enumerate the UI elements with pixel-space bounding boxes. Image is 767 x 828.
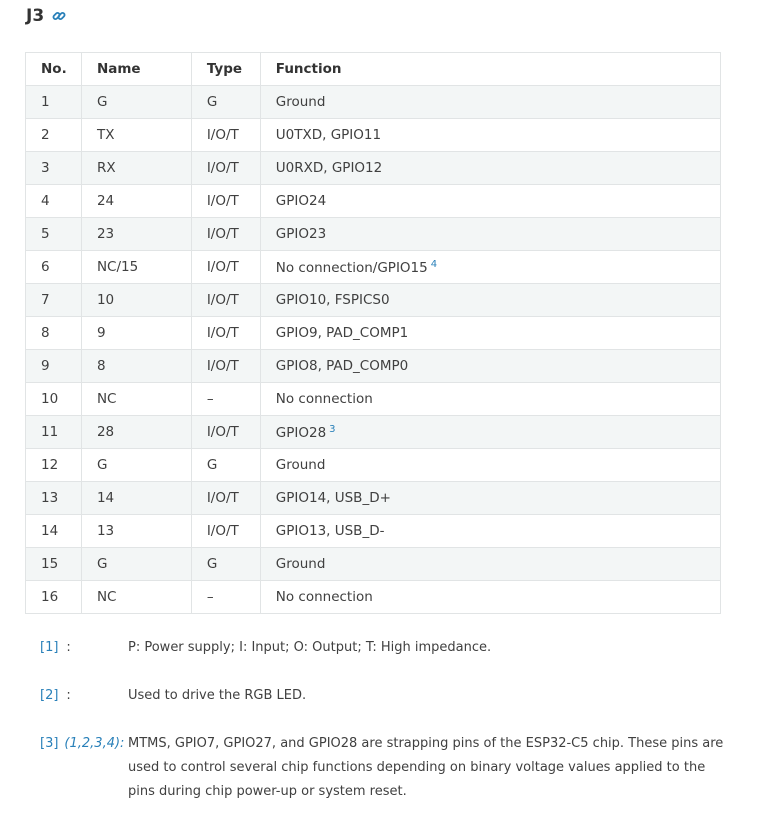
function-text: U0TXD, GPIO11 <box>275 127 382 143</box>
cell-type: I/O/T <box>191 482 260 515</box>
footnote-text: MTMS, GPIO7, GPIO27, and GPIO28 are strapping pins of the ESP32-C5 chip. These pins are used to control several chip functions depending on binary voltage values applied to the pins during chip power-up or system reset. <box>128 736 724 799</box>
cell-type: I/O/T <box>191 515 260 548</box>
cell-name: G <box>81 86 191 119</box>
cell-name: G <box>81 548 191 581</box>
table-row <box>26 482 721 515</box>
cell-no: 8 <box>26 317 82 350</box>
section-title: J3 <box>26 6 45 26</box>
footnote-backrefs[interactable]: (1,2,3,4): <box>64 736 125 751</box>
cell-function <box>260 548 720 581</box>
table-header-row <box>26 53 721 86</box>
cell-no: 7 <box>26 284 82 317</box>
cell-name: 9 <box>81 317 191 350</box>
cell-no: 12 <box>26 449 82 482</box>
table-row <box>26 317 721 350</box>
cell-function <box>260 218 720 251</box>
cell-type: G <box>191 548 260 581</box>
footnote-label[interactable]: [1] <box>40 640 59 655</box>
cell-function <box>260 350 720 383</box>
function-text: No connection <box>275 391 373 407</box>
footnote-ref <box>40 684 128 708</box>
permalink-icon[interactable] <box>52 9 66 23</box>
table-row <box>26 152 721 185</box>
cell-name: TX <box>81 119 191 152</box>
cell-type: I/O/T <box>191 251 260 284</box>
header-name: Name <box>81 53 191 86</box>
cell-no: 3 <box>26 152 82 185</box>
cell-name: 10 <box>81 284 191 317</box>
cell-no: 4 <box>26 185 82 218</box>
cell-no: 1 <box>26 86 82 119</box>
function-text: GPIO28 <box>275 424 327 441</box>
cell-type: – <box>191 581 260 614</box>
function-text: Ground <box>275 94 326 110</box>
table-row <box>26 86 721 119</box>
table-row <box>26 581 721 614</box>
cell-no: 11 <box>26 416 82 449</box>
header-function: Function <box>260 53 720 86</box>
cell-no: 13 <box>26 482 82 515</box>
table-row <box>26 416 721 449</box>
footnote-ref <box>40 636 128 660</box>
cell-no: 6 <box>26 251 82 284</box>
cell-type: I/O/T <box>191 350 260 383</box>
cell-no: 14 <box>26 515 82 548</box>
footnote-text: Used to drive the RGB LED. <box>128 688 307 703</box>
cell-name: 13 <box>81 515 191 548</box>
function-text: U0RXD, GPIO12 <box>275 160 383 176</box>
cell-function <box>260 317 720 350</box>
table-row <box>26 251 721 284</box>
table-row <box>26 119 721 152</box>
cell-type: I/O/T <box>191 416 260 449</box>
footnote-label[interactable]: [2] <box>40 688 59 703</box>
table-row <box>26 449 721 482</box>
function-text: GPIO13, USB_D- <box>275 523 385 539</box>
cell-function <box>260 581 720 614</box>
table-row <box>26 218 721 251</box>
footnote-colon: : <box>66 640 71 655</box>
cell-name: NC/15 <box>81 251 191 284</box>
cell-function <box>260 152 720 185</box>
cell-function <box>260 416 720 449</box>
table-row <box>26 350 721 383</box>
cell-no: 9 <box>26 350 82 383</box>
footnote-label[interactable]: [3] <box>40 736 59 751</box>
cell-name: 14 <box>81 482 191 515</box>
cell-function <box>260 482 720 515</box>
cell-type: I/O/T <box>191 218 260 251</box>
function-text: GPIO8, PAD_COMP0 <box>275 358 409 374</box>
cell-no: 10 <box>26 383 82 416</box>
footnote <box>40 636 730 660</box>
cell-no: 5 <box>26 218 82 251</box>
cell-type: – <box>191 383 260 416</box>
cell-type: I/O/T <box>191 119 260 152</box>
cell-function <box>260 383 720 416</box>
pin-table <box>25 52 721 614</box>
function-text: GPIO24 <box>275 193 327 209</box>
cell-name: NC <box>81 383 191 416</box>
function-text: GPIO10, FSPICS0 <box>275 292 390 308</box>
cell-function <box>260 449 720 482</box>
function-text: No connection <box>275 589 373 605</box>
footnote-colon: : <box>66 688 71 703</box>
cell-type: I/O/T <box>191 284 260 317</box>
cell-name: RX <box>81 152 191 185</box>
table-row <box>26 284 721 317</box>
footnote <box>40 732 730 804</box>
footnote <box>40 684 730 708</box>
cell-type: I/O/T <box>191 317 260 350</box>
cell-type: G <box>191 449 260 482</box>
footnote-link[interactable]: 4 <box>430 258 438 270</box>
cell-name: 24 <box>81 185 191 218</box>
cell-type: I/O/T <box>191 152 260 185</box>
table-row <box>26 185 721 218</box>
section-heading <box>26 6 66 26</box>
function-text: Ground <box>275 457 326 473</box>
footnote-ref <box>40 732 128 804</box>
footnotes <box>40 636 730 828</box>
function-text: GPIO14, USB_D+ <box>275 490 391 506</box>
cell-name: 28 <box>81 416 191 449</box>
cell-name: NC <box>81 581 191 614</box>
cell-function <box>260 185 720 218</box>
cell-no: 16 <box>26 581 82 614</box>
header-no: No. <box>26 53 82 86</box>
footnote-link[interactable]: 3 <box>329 423 336 435</box>
function-text: No connection/GPIO15 <box>275 259 428 276</box>
table-row <box>26 383 721 416</box>
cell-name: G <box>81 449 191 482</box>
cell-no: 2 <box>26 119 82 152</box>
header-type: Type <box>191 53 260 86</box>
cell-function <box>260 119 720 152</box>
table-row <box>26 515 721 548</box>
function-text: Ground <box>275 556 326 572</box>
footnote-text: P: Power supply; I: Input; O: Output; T: High impedance. <box>128 640 492 655</box>
cell-function <box>260 86 720 119</box>
cell-function <box>260 251 720 284</box>
cell-type: G <box>191 86 260 119</box>
table-row <box>26 548 721 581</box>
cell-function <box>260 284 720 317</box>
cell-name: 23 <box>81 218 191 251</box>
cell-type: I/O/T <box>191 185 260 218</box>
function-text: GPIO23 <box>275 226 327 242</box>
cell-name: 8 <box>81 350 191 383</box>
function-text: GPIO9, PAD_COMP1 <box>275 325 409 341</box>
cell-no: 15 <box>26 548 82 581</box>
cell-function <box>260 515 720 548</box>
